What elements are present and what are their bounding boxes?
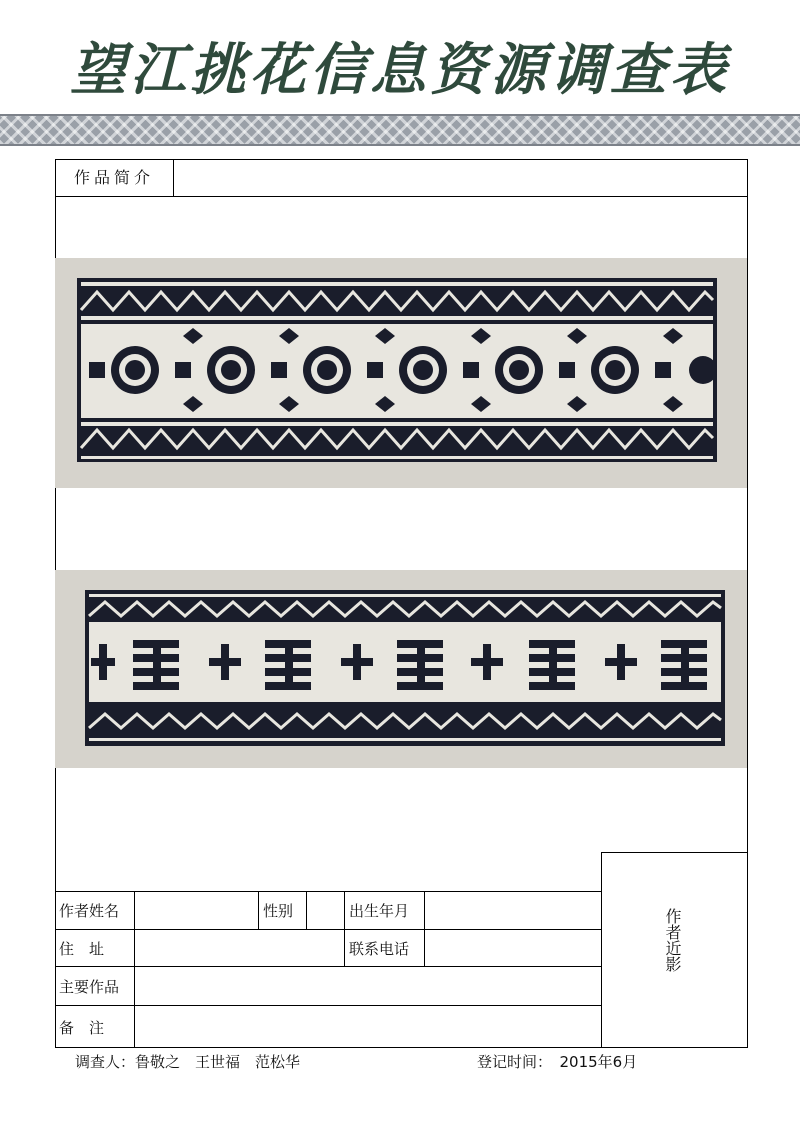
registration-date: 登记时间： 2015年6月 bbox=[477, 1053, 638, 1071]
decorative-border-band bbox=[0, 114, 800, 146]
portrait-label: 作者近影 bbox=[663, 908, 682, 972]
author-info-table bbox=[55, 891, 602, 1048]
page-title: 望江挑花信息资源调查表 bbox=[70, 37, 730, 103]
works-field[interactable] bbox=[135, 966, 602, 1005]
works-label: 主要作品 bbox=[55, 966, 135, 1005]
address-label: 住 址 bbox=[55, 929, 135, 966]
remarks-label: 备 注 bbox=[55, 1005, 135, 1048]
remarks-field[interactable] bbox=[135, 1005, 602, 1048]
surveyors-text: 调查人：鲁敬之 王世福 范松华 bbox=[75, 1053, 301, 1071]
author-name-field[interactable] bbox=[135, 891, 259, 929]
gender-field[interactable] bbox=[307, 891, 345, 929]
phone-field[interactable] bbox=[425, 929, 602, 966]
intro-label: 作品简介 bbox=[55, 159, 174, 196]
embroidery-photo-2 bbox=[55, 570, 747, 768]
phone-label: 联系电话 bbox=[345, 929, 425, 966]
birth-field[interactable] bbox=[425, 891, 602, 929]
author-name-label: 作者姓名 bbox=[55, 891, 135, 929]
author-portrait-box[interactable] bbox=[601, 852, 748, 1048]
embroidery-photo-1 bbox=[55, 258, 747, 488]
gender-label: 性别 bbox=[259, 891, 307, 929]
birth-label: 出生年月 bbox=[345, 891, 425, 929]
address-field[interactable] bbox=[135, 929, 345, 966]
intro-row bbox=[55, 159, 748, 197]
